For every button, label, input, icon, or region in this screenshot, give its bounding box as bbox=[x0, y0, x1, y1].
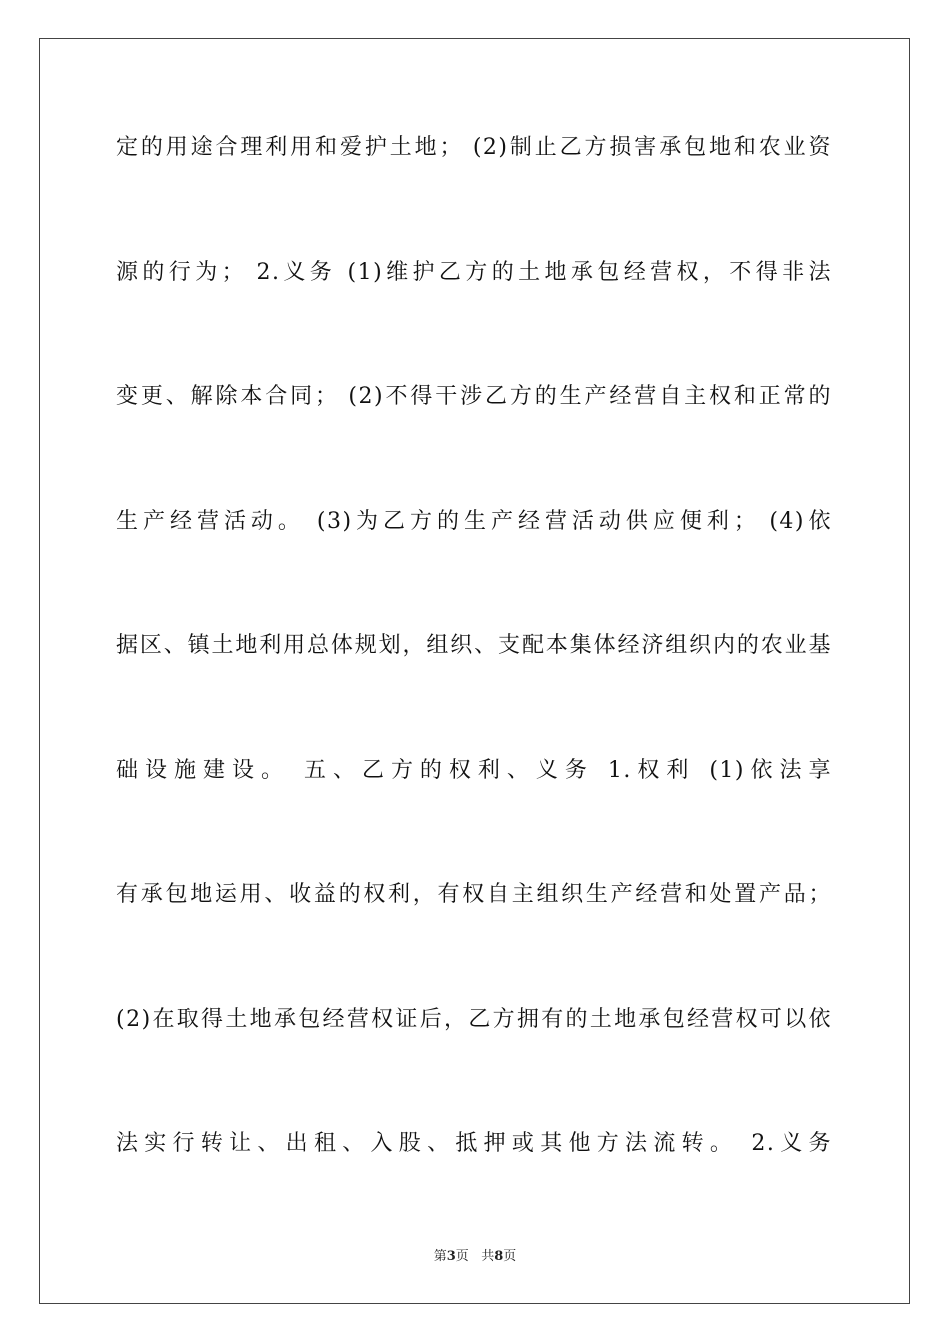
page-suffix: 页 bbox=[455, 1249, 469, 1264]
body-text-line: 有承包地运用、收益的权利，有权自主组织生产经营和处置产品； bbox=[116, 882, 832, 907]
total-page-count: 8 bbox=[494, 1249, 504, 1264]
body-text-line: 源的行为； 2.义务 (1)维护乙方的土地承包经营权，不得非法 bbox=[116, 260, 832, 285]
body-text-line: 定的用途合理利用和爱护土地； (2)制止乙方损害承包地和农业资 bbox=[116, 135, 832, 160]
page-frame bbox=[39, 38, 910, 1304]
total-suffix: 页 bbox=[503, 1249, 517, 1264]
page-footer bbox=[0, 1248, 950, 1266]
body-text-line: 据区、镇土地利用总体规划，组织、支配本集体经济组织内的农业基 bbox=[116, 633, 832, 658]
body-text-line: 生产经营活动。 (3)为乙方的生产经营活动供应便利； (4)依 bbox=[116, 509, 832, 534]
body-text-line: (2)在取得土地承包经营权证后，乙方拥有的土地承包经营权可以依 bbox=[116, 1007, 832, 1032]
current-page-number: 3 bbox=[446, 1249, 456, 1264]
body-text-line: 法实行转让、出租、入股、抵押或其他方法流转。 2.义务 bbox=[116, 1131, 832, 1156]
body-text-line: 础设施建设。 五、乙方的权利、义务 1.权利 (1)依法享 bbox=[116, 758, 832, 783]
total-prefix: 共 bbox=[481, 1249, 495, 1264]
body-text-line: 变更、解除本合同； (2)不得干涉乙方的生产经营自主权和正常的 bbox=[116, 384, 832, 409]
page-prefix: 第 bbox=[433, 1249, 447, 1264]
